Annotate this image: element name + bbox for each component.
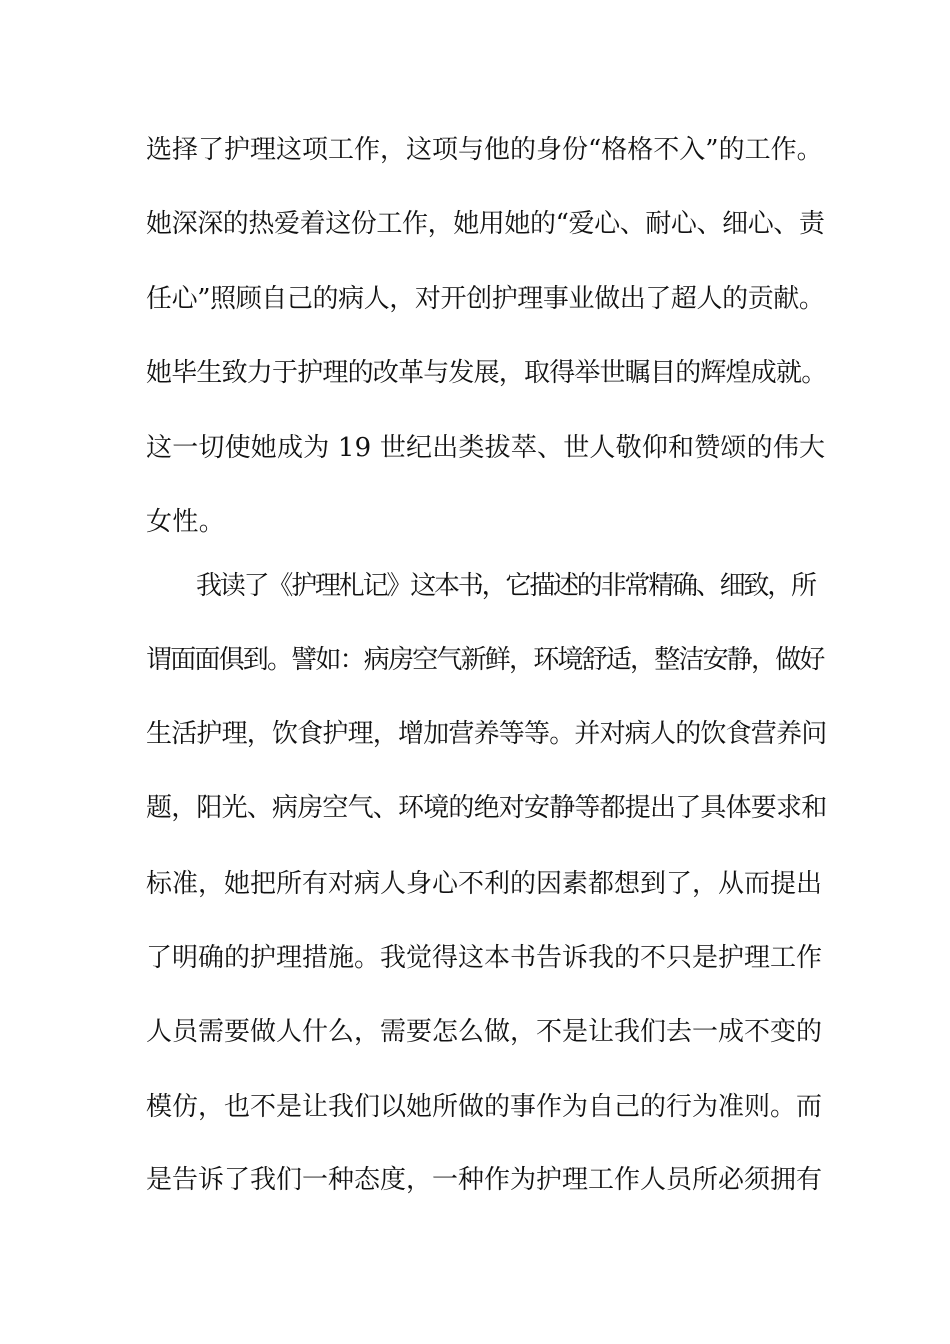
text-line: 标准，她把所有对病人身心不利的因素都想到了，从而提出 (146, 869, 823, 899)
text-line: 人员需要做人什么，需要怎么做，不是让我们去一成不变的 (146, 1017, 823, 1047)
text-line: 题，阳光、病房空气、环境的绝对安静等都提出了具体要求和 (146, 793, 827, 823)
text-line: 女性。 (146, 507, 226, 537)
text-line: 谓面面俱到。譬如：病房空气新鲜，环境舒适，整洁安静，做好 (146, 645, 824, 675)
text-line: 是告诉了我们一种态度，一种作为护理工作人员所必须拥有 (146, 1165, 823, 1195)
text-line: 任心”照顾自己的病人，对开创护理事业做出了超人的贡献。 (146, 284, 825, 314)
text-line: 生活护理，饮食护理，增加营养等等。并对病人的饮食营养问 (146, 719, 827, 749)
text-line: 我读了《护理札记》这本书，它描述的非常精确、细致，所 (196, 571, 815, 601)
text-line: 了明确的护理措施。我觉得这本书告诉我的不只是护理工作 (146, 943, 823, 973)
text-line: 这一切使她成为 19 世纪出类拔萃、世人敬仰和赞颂的伟大 (146, 433, 826, 463)
text-line: 她毕生致力于护理的改革与发展，取得举世瞩目的辉煌成就。 (146, 358, 827, 388)
text-line: 模仿，也不是让我们以她所做的事作为自己的行为准则。而 (146, 1092, 823, 1122)
text-line: 她深深的热爱着这份工作，她用她的“爱心、耐心、细心、责 (146, 209, 825, 239)
text-line: 选择了护理这项工作，这项与他的身份“格格不入”的工作。 (146, 135, 823, 165)
